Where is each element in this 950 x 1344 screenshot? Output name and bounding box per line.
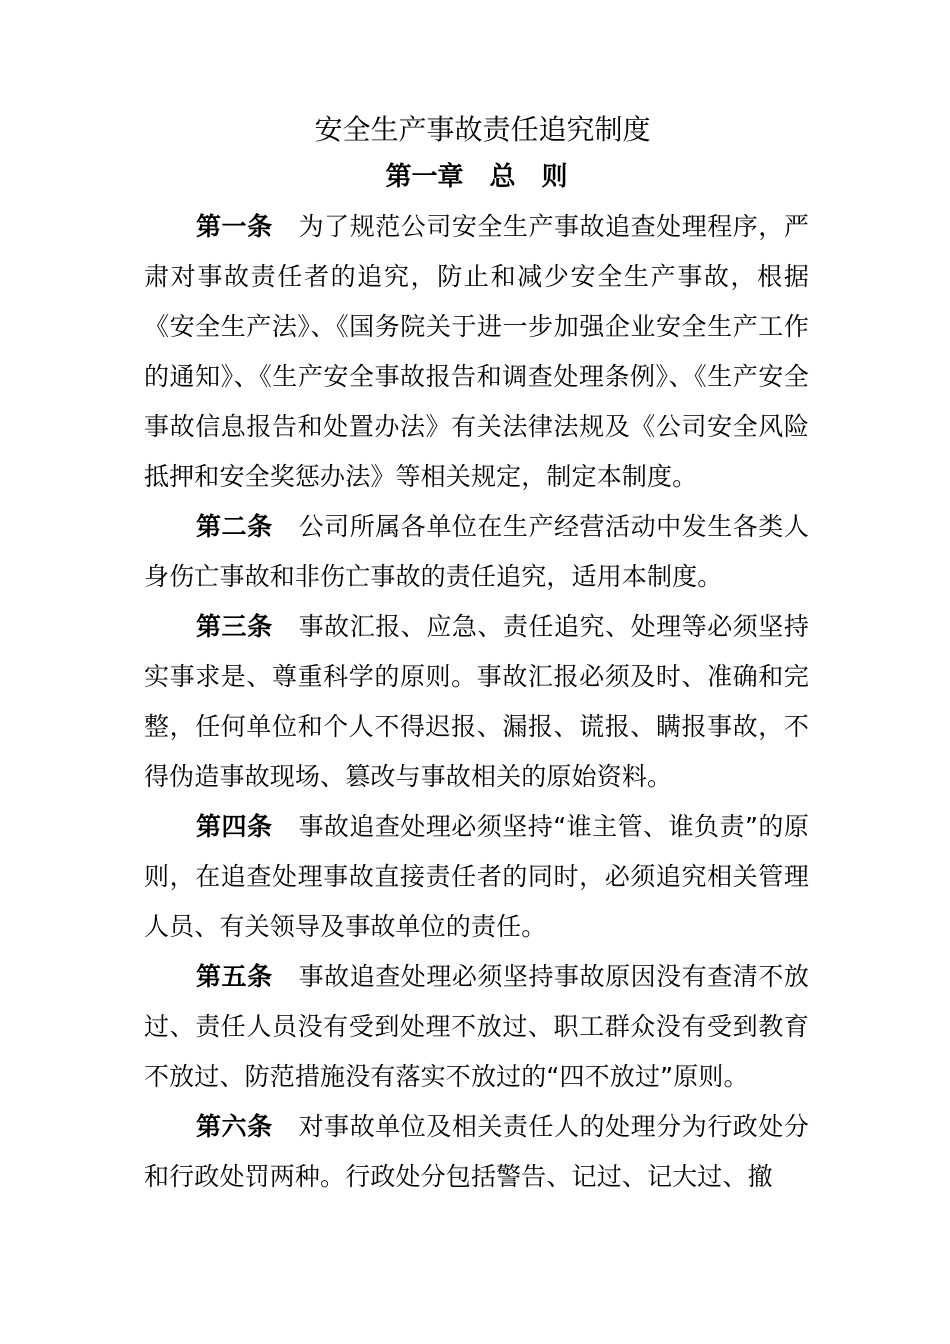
chapter-title: 第一章 总 则	[385, 162, 568, 192]
article-label: 第五条	[196, 962, 273, 991]
article-text: 事故汇报、应急、责任追究、处理等必须坚持实事求是、尊重科学的原则。事故汇报必须及时、准确和完整，任何单位和个人不得迟报、漏报、谎报、瞒报事故，不得伪造事故现场、篡改与事故相关的原始资料。	[144, 612, 809, 791]
article-text: 事故追查处理必须坚持事故原因没有查清不放过、责任人员没有受到处理不放过、职工群众没有受到教育不放过、防范措施没有落实不放过的“四不放过”原则。	[144, 962, 809, 1091]
article-1	[144, 202, 809, 502]
article-text: 事故追查处理必须坚持“谁主管、谁负责”的原则，在追查处理事故直接责任者的同时，必须追究相关管理人员、有关领导及事故单位的责任。	[144, 812, 810, 941]
article-4	[144, 802, 809, 952]
article-label: 第一条	[196, 212, 273, 241]
article-label: 第四条	[196, 812, 273, 841]
article-label: 第三条	[196, 612, 273, 641]
article-text: 公司所属各单位在生产经营活动中发生各类人身伤亡事故和非伤亡事故的责任追究，适用本制度。	[144, 512, 809, 591]
article-label: 第二条	[196, 512, 273, 541]
document-page	[144, 108, 809, 1202]
article-text: 对事故单位及相关责任人的处理分为行政处分和行政处罚两种。行政处分包括警告、记过、记大过、撤	[144, 1112, 809, 1191]
article-6	[144, 1102, 809, 1202]
article-2	[144, 502, 809, 602]
article-5	[144, 952, 809, 1102]
article-3	[144, 602, 809, 802]
document-title: 安全生产事故责任追究制度	[314, 113, 651, 146]
article-text: 为了规范公司安全生产事故追查处理程序，严肃对事故责任者的追究，防止和减少安全生产事故，根据《安全生产法》、《国务院关于进一步加强企业安全生产工作的通知》、《生产安全事故报告和调查处理条例》、《生产安全事故信息报告和处置办法》有关法律法规及《公司安全风险抵押和安全奖惩办法》等相关规定，制定本制度。	[144, 212, 809, 491]
article-label: 第六条	[196, 1112, 273, 1141]
